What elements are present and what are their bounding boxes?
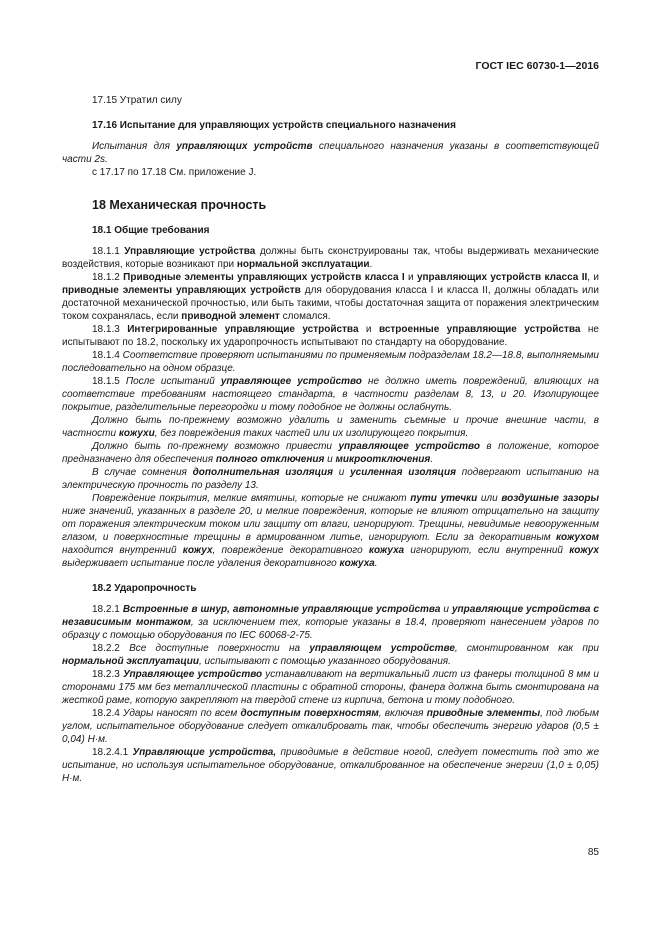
- paragraph: 18.2.3 Управляющее устройство устанавливают на вертикальный лист из фанеры толщиной 8 мм и сторонами 175 мм без металлической пластины с обратной стороны, фанера должна быть смонтирована на жесткой раме, которую закрепляют на твердой стене из кирпича, бетона и тому подобного.: [62, 669, 599, 706]
- paragraph: 18.1.4 Соответствие проверяют испытаниями по применяемым подразделам 18.2—18.8, выполняемыми последовательно на одном образце.: [62, 350, 599, 374]
- paragraph: 18.2.1 Встроенные в шнур, автономные управляющие устройства и управляющие устройства с независимым монтажом, за исключением тех, которые указаны в 18.4, проверяют нанесением ударов по образцу с помощью оборудования по IEC 60068-2-75.: [62, 604, 599, 641]
- subsection-heading: 17.16 Испытание для управляющих устройств специального назначения: [92, 120, 456, 131]
- subsection-heading: 18.2 Ударопрочность: [92, 583, 197, 594]
- paragraph: 18.2.4 Удары наносят по всем доступным поверхностям, включая приводные элементы, под любым углом, испытательное оборудование следует откалибровать так, чтобы обеспечить энергию ударов (0,5 ± 0,04) Н·м.: [62, 708, 599, 745]
- spacer: [62, 132, 599, 140]
- paragraph: Испытания для управляющих устройств специального назначения указаны в соответствующей части 2s.: [62, 141, 600, 165]
- spacer: [62, 212, 599, 224]
- paragraph: Должно быть по-прежнему возможно удалить и заменить съемные и прочие внешние части, в частности кожухи, без повреждения таких частей или их изолирующего покрытия.: [62, 415, 599, 439]
- paragraph: 17.15 Утратил силу: [92, 95, 182, 106]
- paragraph: Должно быть по-прежнему возможно привести управляющее устройство в положение, которое предназначено для обеспечения полного отключения и микроотключения.: [62, 441, 599, 465]
- spacer: [62, 237, 599, 245]
- paragraph: 18.2.4.1 Управляющие устройства, приводимые в действие ногой, следует поместить под это же испытание, но используя испытательное оборудование, откалиброванное на обеспечение энергии (1,0 ± 0,05) Н·м.: [62, 747, 599, 784]
- subsection-heading: 18.1 Общие требования: [92, 225, 210, 236]
- spacer: [62, 570, 599, 582]
- paragraph: 18.1.2 Приводные элементы управляющих устройств класса I и управляющих устройств класса II, и приводные элементы управляющих устройств для оборудования класса I и класса II, должны обладать или достаточной механической прочностью, или быть такими, чтобы достаточная защита от поражения электрическим током сохранялась, если приводной элемент сломался.: [62, 272, 599, 322]
- spacer: [62, 179, 599, 199]
- paragraph: с 17.17 по 17.18 См. приложение J.: [92, 167, 257, 178]
- section-heading: 18 Механическая прочность: [92, 198, 267, 212]
- paragraph: 18.1.1 Управляющие устройства должны быть сконструированы так, чтобы выдерживать механические воздействия, которые возникают при нормальной эксплуатации.: [62, 246, 599, 270]
- paragraph: В случае сомнения дополнительная изоляция и усиленная изоляция подвергают испытанию на электрическую прочность по разделу 13.: [62, 467, 599, 491]
- spacer: [62, 107, 599, 119]
- paragraph: Повреждение покрытия, мелкие вмятины, которые не снижают пути утечки или воздушные зазоры ниже значений, указанных в разделе 20, и мелкие повреждения, которые не влияют отрицательно на защиту от поражения электрическим током или защиту от влаги, игнорируют. Трещины, невидимые невооруженным глазом, и поверхностные трещины в армированном литье, игнорируют. Если за декоративным кожухом находится внутренний кожух, повреждение декоративного кожуха игнорируют, если внутренний кожух выдерживает испытание после удаления декоративного кожуха.: [62, 493, 600, 569]
- paragraph: 18.1.3 Интегрированные управляющие устройства и встроенные управляющие устройства не испытывают по 18.2, поскольку их ударопрочность испытывают по стандарту на оборудование.: [62, 324, 599, 348]
- paragraph: 18.1.5 После испытаний управляющее устройство не должно иметь повреждений, влияющих на соответствие требованиям настоящего стандарта, в частности разделам 8, 13, и 20. Изолирующее покрытие, разделительные перегородки и тому подобное не должны ослабнуть.: [62, 376, 599, 413]
- header-doc-code: ГОСТ IEC 60730-1—2016: [475, 60, 599, 72]
- page-content: [62, 94, 599, 785]
- paragraph: 18.2.2 Все доступные поверхности на управляющем устройстве, смонтированном как при нормальной эксплуатации, испытывают с помощью указанного оборудования.: [62, 643, 599, 667]
- page-number: 85: [587, 847, 599, 858]
- spacer: [62, 595, 599, 603]
